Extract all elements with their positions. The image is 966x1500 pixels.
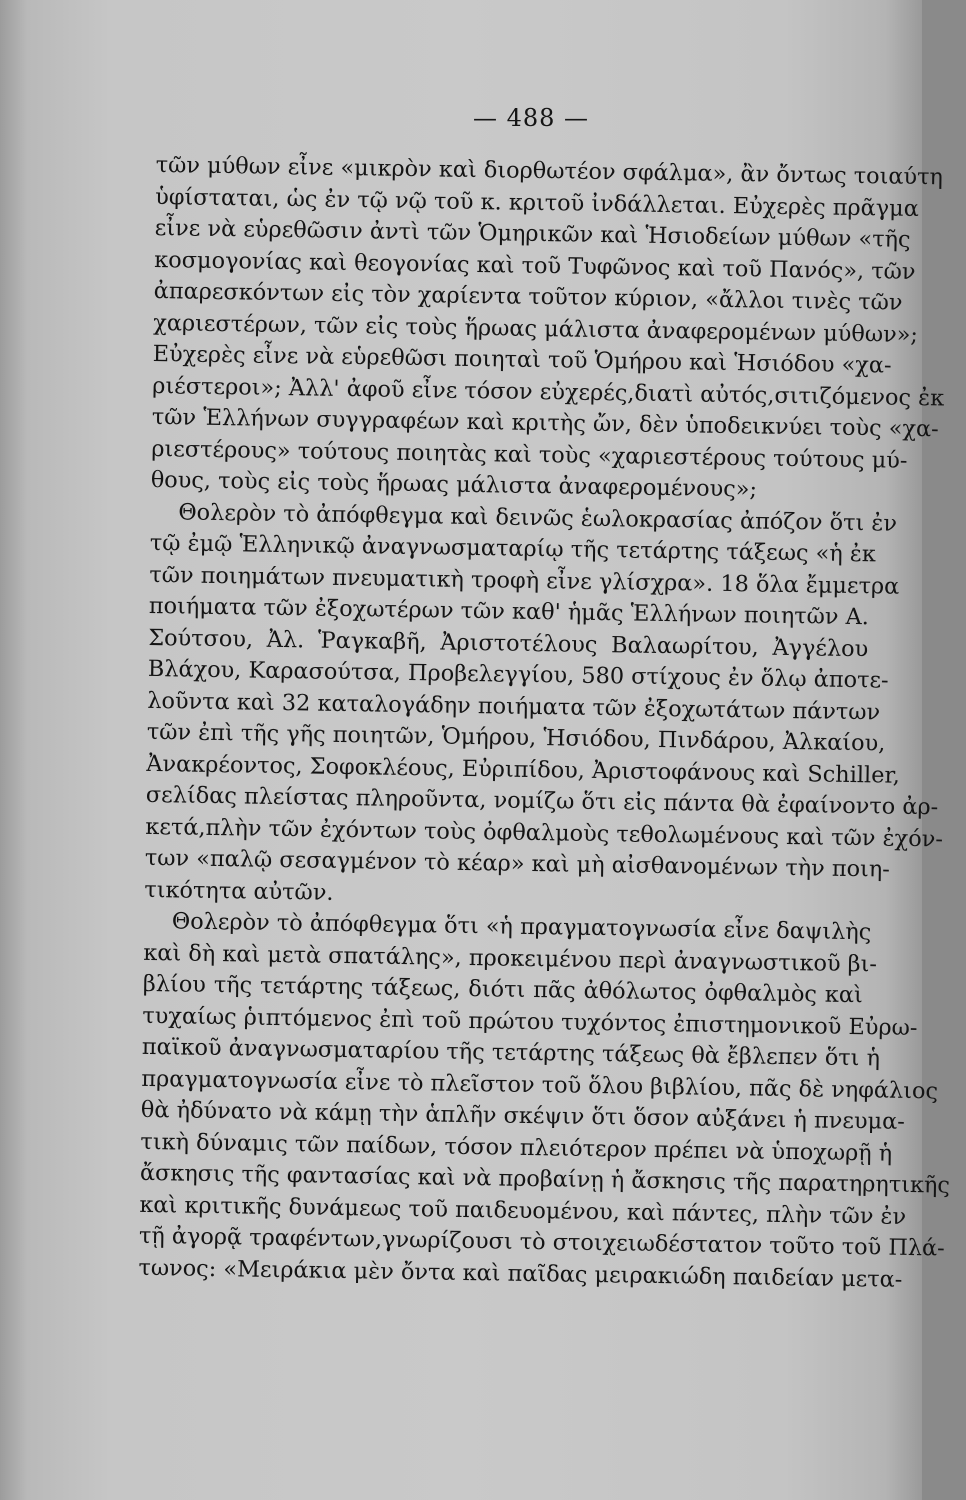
text-line: τωνος: «Μειράκια μὲν ὄντα καὶ παῖδας μειρακιώδη παιδείαν μετα-	[138, 1254, 903, 1293]
text-line: Θολερὸν τὸ ἀπόφθεγμα καὶ δεινῶς ἑωλοκρασίας ἀπόζον ὅτι ἐν	[178, 498, 898, 537]
text-line: ριέστεροι»; Ἀλλ' ἀφοῦ εἶνε τόσον εὐχερές,διατὶ αὐτός,σιτιζόμενος ἐκ	[152, 372, 945, 411]
text-line: θὰ ἠδύνατο νὰ κάμῃ τὴν ἁπλῆν σκέψιν ὅτι ὅσον αὐξάνει ἡ πνευμα-	[140, 1096, 906, 1135]
text-line: ποιήματα τῶν ἐξοχωτέρων τῶν καθ' ἡμᾶς Ἑλλήνων ποιητῶν Α.	[148, 592, 870, 631]
text-line: ριεστέρους» τούτους ποιητὰς καὶ τοὺς «χαριεστέρους τούτους μύ-	[151, 435, 908, 474]
text-line: ἀπαρεσκόντων εἰς τὸν χαρίεντα τοῦτον κύριον, «ἄλλοι τινὲς τῶν	[153, 277, 903, 316]
text-line: βλίου τῆς τετάρτης τάξεως, διότι πᾶς ἀθόλωτος ὀφθαλμὸς καὶ	[142, 970, 864, 1009]
text-line: Σούτσου, Ἀλ. Ῥαγκαβῆ, Ἀριστοτέλους Βαλαωρίτου, Ἀγγέλου	[148, 624, 869, 662]
text-line: Βλάχου, Καρασούτσα, Προβελεγγίου, 580 στίχους ἐν ὅλῳ ἀποτε-	[147, 655, 889, 694]
text-line: Εὐχερὲς εἶνε νὰ εὑρεθῶσι ποιηταὶ τοῦ Ὁμήρου καὶ Ἡσιόδου «χα-	[152, 340, 892, 379]
text-line: θους, τοὺς εἰς τοὺς ἥρωας μάλιστα ἀναφερομένους»;	[150, 466, 758, 503]
text-line: κετά,πλὴν τῶν ἐχόντων τοὺς ὀφθαλμοὺς τεθολωμένους καὶ τῶν ἐχόν-	[145, 813, 944, 852]
text-line: πραγματογνωσία εἶνε τὸ πλεῖστον τοῦ ὅλου βιβλίου, πᾶς δὲ νηφάλιος	[141, 1065, 939, 1104]
text-line: τικὴ δύναμις τῶν παίδων, τόσον πλειότερον πρέπει νὰ ὑποχωρῇ ἡ	[140, 1128, 893, 1167]
text-line: τῶν ἐπὶ τῆς γῆς ποιητῶν, Ὁμήρου, Ἡσιόδου, Πινδάρου, Ἀλκαίου,	[146, 718, 886, 757]
text-line: καὶ κριτικῆς δυνάμεως τοῦ παιδευομένου, καὶ πάντες, πλὴν τῶν ἐν	[139, 1191, 907, 1230]
text-line: τῶν Ἑλλήνων συγγραφέων καὶ κριτὴς ὤν, δὲν ὑποδεικνύει τοὺς «χα-	[151, 403, 939, 443]
text-line: τῶν μύθων εἶνε «μικρὸν καὶ διορθωτέον σφάλμα», ἂν ὄντως τοιαύτη	[155, 151, 944, 191]
text-line: τῶν ποιημάτων πνευματικὴ τροφὴ εἶνε γλίσχρα». 18 ὅλα ἔμμετρα	[149, 561, 900, 600]
text-line: Ἀνακρέοντος, Σοφοκλέους, Εὐριπίδου, Ἀριστοφάνους καὶ Schiller,	[146, 750, 901, 789]
text-line: χαριεστέρων, τῶν εἰς τοὺς ἥρωας μάλιστα ἀναφερομένων μύθων»;	[153, 309, 919, 348]
text-line: εἶνε νὰ εὑρεθῶσιν ἀντὶ τῶν Ὁμηρικῶν καὶ Ἡσιοδείων μύθων «τῆς	[154, 214, 911, 253]
text-line: παϊκοῦ ἀναγνωσματαρίου τῆς τετάρτης τάξεως θὰ ἔβλεπεν ὅτι ἡ	[141, 1033, 881, 1072]
text-line: τῷ ἐμῷ Ἑλληνικῷ ἀναγνωσματαρίῳ τῆς τετάρτης τάξεως «ἡ ἐκ	[149, 529, 877, 568]
text-line: τικότητα αὐτῶν.	[144, 876, 334, 906]
text-line: των «παλῷ σεσαγμένον τὸ κέαρ» καὶ μὴ αἰσθανομένων τὴν ποιη-	[144, 844, 891, 883]
text-line: ἄσκησις τῆς φαντασίας καὶ νὰ προβαίνῃ ἡ ἄσκησις τῆς παρατηρητικῆς	[139, 1159, 951, 1199]
text-line: ὑφίσταται, ὡς ἐν τῷ νῷ τοῦ κ. κριτοῦ ἰνδάλλεται. Εὐχερὲς πρᾶγμα	[155, 183, 920, 222]
text-line: σελίδας πλείστας πληροῦντα, νομίζω ὅτι εἰς πάντα θὰ ἐφαίνοντο ἀρ-	[145, 781, 939, 821]
text-line: καὶ δὴ καὶ μετὰ σπατάλης», προκειμένου περὶ ἀναγνωστικοῦ βι-	[143, 939, 878, 977]
text-line: λοῦντα καὶ 32 καταλογάδην ποιήματα τῶν ἐξοχωτάτων πάντων	[147, 687, 881, 725]
text-line: τῇ ἀγορᾷ τραφέντων,γνωρίζουσι τὸ στοιχειωδέστατον τοῦτο τοῦ Πλά-	[138, 1222, 945, 1262]
text-line: κοσμογονίας καὶ θεογονίας καὶ τοῦ Τυφῶνος καὶ τοῦ Πανός», τῶν	[154, 246, 916, 285]
text-line: Θολερὸν τὸ ἀπόφθεγμα ὅτι «ἡ πραγματογνωσία εἶνε δαψιλὴς	[171, 908, 872, 946]
body-text	[138, 150, 951, 1295]
text-line: τυχαίως ῥιπτόμενος ἐπὶ τοῦ πρώτου τυχόντος ἐπιστημονικοῦ Εὐρω-	[142, 1002, 918, 1041]
page-number: — 488 —	[472, 104, 590, 132]
